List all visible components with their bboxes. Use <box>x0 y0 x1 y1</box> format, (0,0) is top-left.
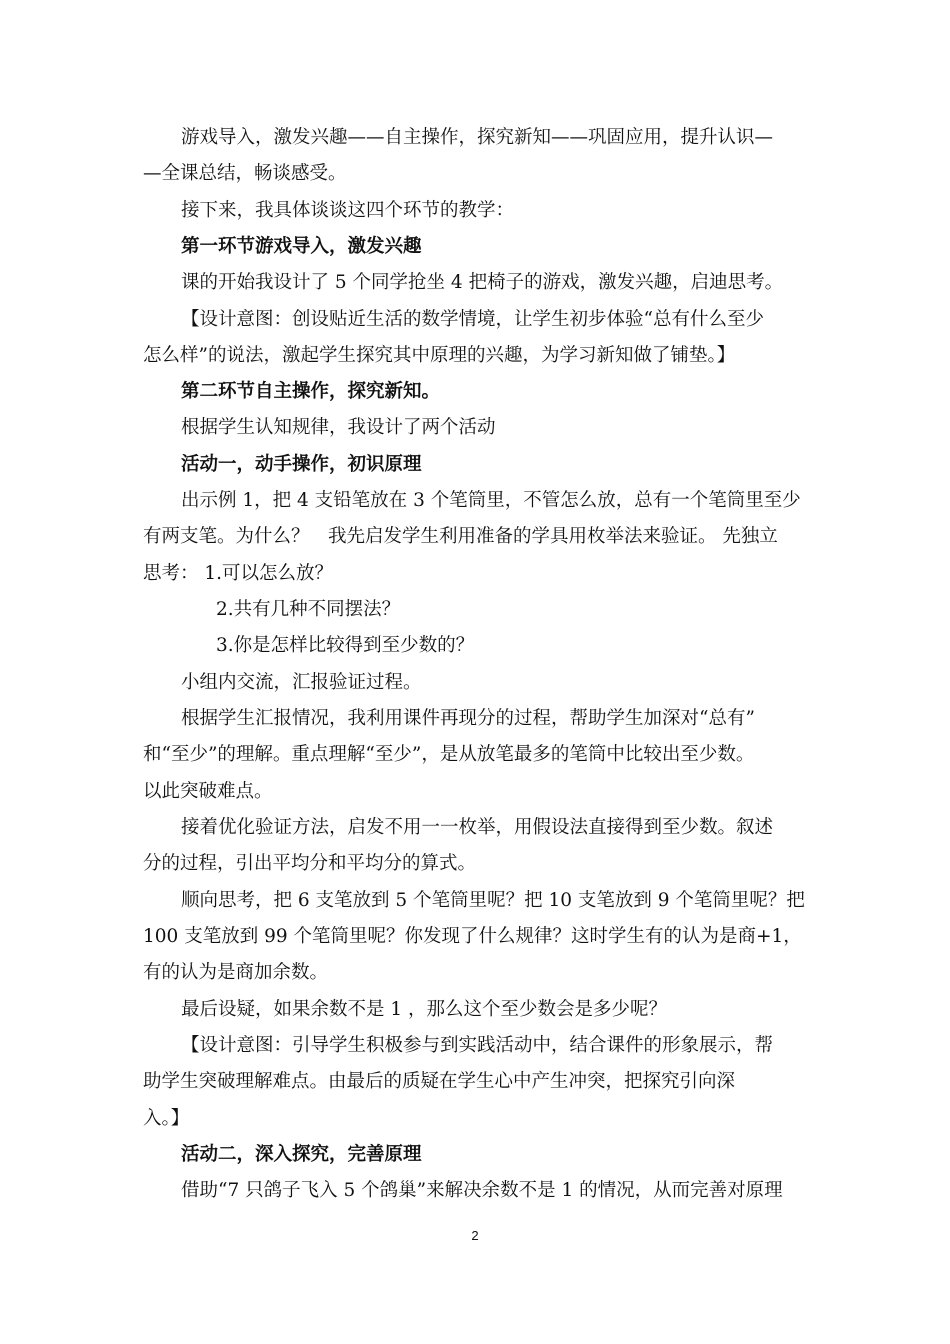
section-heading: 第二环节自主操作，探究新知。 <box>181 381 441 402</box>
design-note-line: 入。】 <box>143 1108 190 1129</box>
paragraph-line: —全课总结，畅谈感受。 <box>143 163 347 184</box>
paragraph-line: 以此突破难点。 <box>143 781 273 802</box>
paragraph-line: 借助“7 只鸽子飞入 5 个鸽巢”来解决余数不是 1 的情况，从而完善对原理 <box>181 1180 783 1201</box>
paragraph-line: 分的过程，引出平均分和平均分的算式。 <box>143 853 477 874</box>
paragraph-line: 接着优化验证方法，启发不用一一枚举，用假设法直接得到至少数。叙述 <box>181 817 774 838</box>
paragraph-line: 100 支笔放到 99 个笔筒里呢？你发现了什么规律？这时学生有的认为是商+1， <box>143 926 802 947</box>
paragraph-line: 最后设疑，如果余数不是 1 ，那么这个至少数会是多少呢？ <box>181 999 668 1020</box>
design-note-line: 【设计意图：引导学生积极参与到实践活动中，结合课件的形象展示，帮 <box>181 1035 774 1056</box>
paragraph-line: 根据学生认知规律，我设计了两个活动 <box>181 417 496 438</box>
design-note-line: 【设计意图：创设贴近生活的数学情境，让学生初步体验“总有什么至少 <box>181 309 764 330</box>
paragraph-line: 思考： 1.可以怎么放？ <box>143 563 334 584</box>
paragraph-line: 有两支笔。为什么？ 我先启发学生利用准备的学具用枚举法来验证。 先独立 <box>143 526 778 547</box>
paragraph-line: 游戏导入，激发兴趣——自主操作，探究新知——巩固应用，提升认识— <box>181 127 774 148</box>
paragraph-line: 有的认为是商加余数。 <box>143 962 329 983</box>
paragraph-line: 出示例 1，把 4 支铅笔放在 3 个笔筒里，不管怎么放，总有一个笔筒里至少 <box>181 490 801 511</box>
paragraph-line: 课的开始我设计了 5 个同学抢坐 4 把椅子的游戏，激发兴趣，启迪思考。 <box>181 272 784 293</box>
section-heading: 第一环节游戏导入，激发兴趣 <box>181 236 422 257</box>
page-number: 2 <box>471 1228 479 1243</box>
design-note-line: 助学生突破理解难点。由最后的质疑在学生心中产生冲突，把探究引向深 <box>143 1071 736 1092</box>
paragraph-line: 小组内交流，汇报验证过程。 <box>181 672 422 693</box>
paragraph-line: 根据学生汇报情况，我利用课件再现分的过程，帮助学生加深对“总有” <box>181 708 755 729</box>
activity-heading: 活动二，深入探究，完善原理 <box>181 1144 422 1165</box>
paragraph-line: 接下来，我具体谈谈这四个环节的教学： <box>181 200 515 221</box>
list-item: 2.共有几种不同摆法？ <box>216 599 401 620</box>
paragraph-line: 和“至少”的理解。重点理解“至少”，是从放笔最多的笔筒中比较出至少数。 <box>143 744 755 765</box>
activity-heading: 活动一，动手操作，初识原理 <box>181 454 422 475</box>
design-note-line: 怎么样”的说法，激起学生探究其中原理的兴趣，为学习新知做了铺垫。】 <box>143 345 736 366</box>
list-item: 3.你是怎样比较得到至少数的？ <box>216 635 475 656</box>
paragraph-line: 顺向思考，把 6 支笔放到 5 个笔筒里呢？把 10 支笔放到 9 个笔筒里呢？把 <box>181 890 805 911</box>
